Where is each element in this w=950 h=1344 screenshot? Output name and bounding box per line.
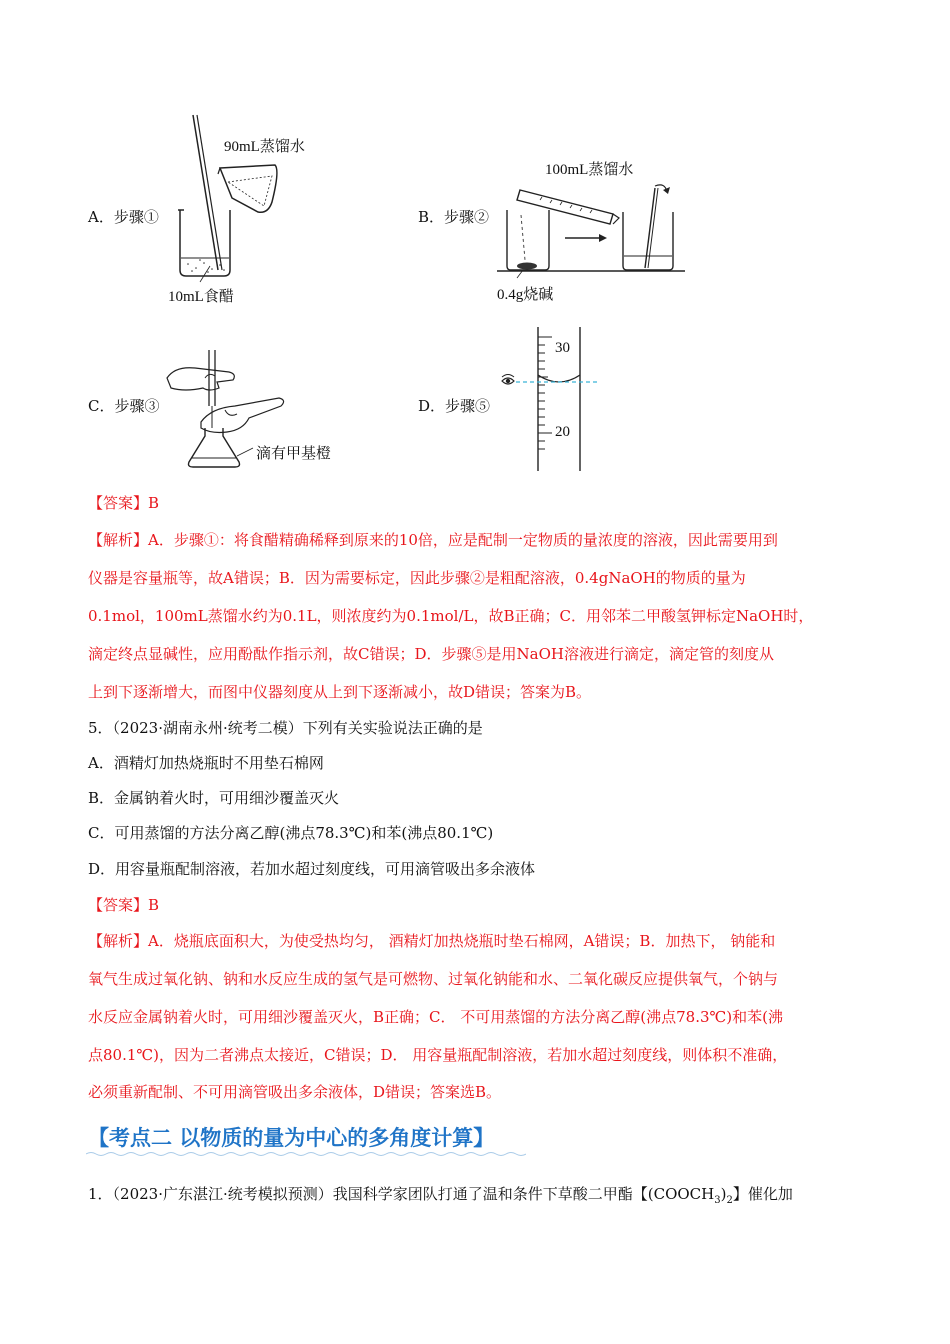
q5-option-b: B．金属钠着火时，可用细沙覆盖灭火 <box>88 789 340 807</box>
q5-option-d: D．用容量瓶配制溶液，若加水超过刻度线，可用滴管吸出多余液体 <box>88 860 536 878</box>
figure-a-bottom-label: 10mL食醋 <box>168 289 234 305</box>
q4-analysis-line-3: 0.1mol，100mL蒸馏水约为0.1L，则浓度约为0.1mol/L，故B正确；C．用邻苯二甲酸氢钾标定NaOH时， <box>88 607 814 625</box>
q1-stem <box>88 1183 793 1206</box>
q4-analysis-line-2: 仪器是容量瓶等，故A错误；B．因为需要标定，因此步骤②是粗配溶液，0.4gNaOH的物质的量为 <box>88 569 746 587</box>
figure-b-bottom-label: 0.4g烧碱 <box>497 287 554 303</box>
figure-b-top-label: 100mL蒸馏水 <box>545 162 634 178</box>
option-a-label: A．步骤① <box>88 208 159 226</box>
q5-option-a: A．酒精灯加热烧瓶时不用垫石棉网 <box>88 754 324 772</box>
figure-c-label: 滴有甲基橙 <box>256 446 332 462</box>
figure-d-tick-30: 30 <box>555 340 570 356</box>
figure-a-top-label: 90mL蒸馏水 <box>224 139 305 155</box>
section-heading: 【考点二 以物质的量为中心的多角度计算】 <box>88 1125 495 1150</box>
q4-analysis-line-5: 上到下逐渐增大，而图中仪器刻度从上到下逐渐减小，故D错误；答案为B。 <box>88 683 592 701</box>
q1-stem-prefix: 1．（2023·广东湛江·统考模拟预测）我国科学家团队打通了温和条件下草酸二甲酯【(COOCH <box>88 1185 715 1203</box>
q1-stem-suffix: 】催化加 <box>732 1185 793 1203</box>
figure-d-tick-20: 20 <box>555 424 570 440</box>
section-heading-underline <box>86 1151 526 1157</box>
option-d-label: D．步骤⑤ <box>418 397 491 415</box>
q4-answer: 【答案】B <box>88 494 160 512</box>
q5-option-c: C．可用蒸馏的方法分离乙醇(沸点78.3℃)和苯(沸点80.1℃) <box>88 824 494 842</box>
q5-analysis-line-3: 水反应金属钠着火时，可用细沙覆盖灭火，B正确；C． 不可用蒸馏的方法分离乙醇(沸点78.3℃)和苯(沸 <box>88 1008 784 1026</box>
q5-answer: 【答案】B <box>88 896 160 914</box>
q1-sub-2: 2 <box>726 1195 733 1206</box>
q1-sub-3: 3 <box>714 1195 721 1206</box>
q5-analysis-line-5: 必须重新配制、不可用滴管吸出多余液体，D错误；答案选B。 <box>88 1083 502 1101</box>
option-c-label: C．步骤③ <box>88 397 160 415</box>
q5-analysis-line-4: 点80.1℃)，因为二者沸点太接近，C错误；D． 用容量瓶配制溶液，若加水超过刻度线，则体积不准确， <box>88 1046 788 1064</box>
q5-analysis-line-2: 氧气生成过氧化钠、钠和水反应生成的氢气是可燃物、过氧化钠能和水、二氧化碳反应提供氧气，个钠与 <box>88 970 779 988</box>
q5-analysis-line-1: 【解析】A．烧瓶底面积大，为使受热均匀， 酒精灯加热烧瓶时垫石棉网，A错误；B．加热下， 钠能和 <box>88 932 776 950</box>
q5-stem: 5．（2023·湖南永州·统考二模）下列有关实验说法正确的是 <box>88 719 483 737</box>
q4-analysis-line-4: 滴定终点显碱性，应用酚酞作指示剂，故C错误；D．步骤⑤是用NaOH溶液进行滴定，滴定管的刻度从 <box>88 645 774 663</box>
figure-b-dissolve <box>495 170 695 280</box>
figure-d-reading <box>498 325 608 475</box>
q4-analysis-line-1: 【解析】A．步骤①：将食醋精确稀释到原来的10倍，应是配制一定物质的量浓度的溶液，因此需要用到 <box>88 531 778 549</box>
option-b-label: B．步骤② <box>418 208 490 226</box>
q1-stem-mid: ) <box>720 1185 727 1203</box>
